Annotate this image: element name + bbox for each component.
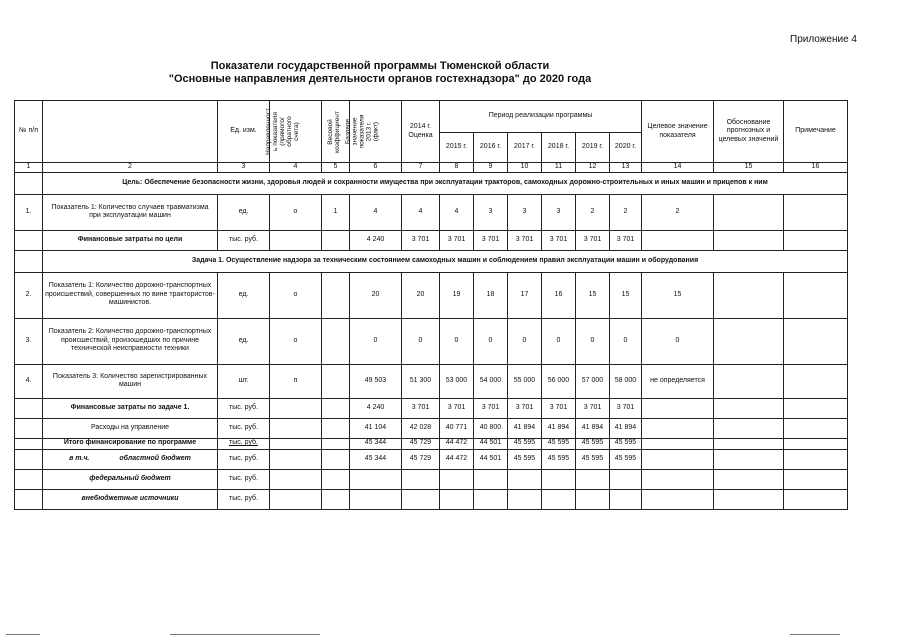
table-row-management (15, 418, 848, 438)
row-name: Расходы на управление (43, 418, 218, 438)
table-row-offbudget (15, 489, 848, 509)
row-name: внебюджетные источники (43, 489, 218, 509)
row-year: 41 894 (508, 418, 542, 438)
row-base: 4 240 (350, 230, 402, 250)
title-line-1: Показатели государственной программы Тюменской области (210, 60, 550, 72)
header-note: Примечание (784, 101, 848, 163)
scan-edge-mark (170, 634, 320, 635)
header-weight: Весовой коэффициент (322, 101, 350, 163)
row-unit: тыс. руб. (218, 438, 270, 449)
task-row (15, 250, 848, 272)
row-year: 0 (610, 318, 642, 364)
row-direction: о (270, 272, 322, 318)
row-year: 0 (474, 318, 508, 364)
col-number: 5 (322, 163, 350, 173)
row-base: 0 (350, 318, 402, 364)
table-row-indicator-3 (15, 318, 848, 364)
scan-edge-mark (6, 634, 40, 635)
row-year: 0 (440, 318, 474, 364)
table-row-total (15, 438, 848, 449)
row-name: в т.ч. областной бюджет (43, 449, 218, 469)
row-estimate: 42 028 (402, 418, 440, 438)
row-unit: тыс. руб. (218, 489, 270, 509)
column-numbers-row (15, 163, 848, 173)
table-row-fin-goal (15, 230, 848, 250)
row-num: 4. (15, 364, 43, 398)
row-year: 3 701 (508, 398, 542, 418)
document-title (0, 60, 760, 86)
row-year: 45 595 (576, 449, 610, 469)
row-unit: шт. (218, 364, 270, 398)
row-year: 45 595 (508, 438, 542, 449)
table-row-federal (15, 469, 848, 489)
row-year: 17 (508, 272, 542, 318)
row-direction: п (270, 364, 322, 398)
header-period: Период реализации программы (440, 101, 642, 133)
row-year: 3 701 (440, 398, 474, 418)
goal-row (15, 172, 848, 194)
row-name: Показатель 2: Количество дорожно-транспортных происшествий, произошедших по причине технической неисправности техники (43, 318, 218, 364)
header-justification: Обоснование прогнозных и целевых значений (714, 101, 784, 163)
row-unit: тыс. руб. (218, 449, 270, 469)
row-year: 3 (474, 194, 508, 230)
col-number: 14 (642, 163, 714, 173)
header-num: № п/п (15, 101, 43, 163)
row-year: 3 701 (576, 230, 610, 250)
row-year: 57 000 (576, 364, 610, 398)
row-estimate: 0 (402, 318, 440, 364)
row-year: 44 472 (440, 438, 474, 449)
header-year: 2015 г. (440, 133, 474, 163)
row-year: 3 701 (542, 398, 576, 418)
row-year: 54 000 (474, 364, 508, 398)
row-estimate: 20 (402, 272, 440, 318)
row-year: 55 000 (508, 364, 542, 398)
col-number: 16 (784, 163, 848, 173)
row-year: 45 595 (610, 449, 642, 469)
header-year: 2018 г. (542, 133, 576, 163)
header-target: Целевое значение показателя (642, 101, 714, 163)
col-number: 15 (714, 163, 784, 173)
col-number: 10 (508, 163, 542, 173)
table-row-indicator-2 (15, 272, 848, 318)
row-target: 2 (642, 194, 714, 230)
row-base: 4 (350, 194, 402, 230)
row-estimate: 3 701 (402, 398, 440, 418)
row-name: Показатель 1: Количество случаев травматизма при эксплуатации машин (43, 194, 218, 230)
row-year: 56 000 (542, 364, 576, 398)
row-unit: тыс. руб. (218, 398, 270, 418)
header-estimate-2014: 2014 г. Оценка (402, 101, 440, 163)
row-year: 45 595 (610, 438, 642, 449)
row-year: 4 (440, 194, 474, 230)
col-number: 11 (542, 163, 576, 173)
indicators-table (14, 100, 848, 510)
row-year: 45 595 (542, 449, 576, 469)
col-number: 4 (270, 163, 322, 173)
row-year: 0 (576, 318, 610, 364)
row-estimate: 4 (402, 194, 440, 230)
row-base: 41 104 (350, 418, 402, 438)
row-year: 41 894 (610, 418, 642, 438)
row-year: 15 (610, 272, 642, 318)
row-year: 3 701 (508, 230, 542, 250)
row-base: 4 240 (350, 398, 402, 418)
row-name: Итого финансирование по программе (43, 438, 218, 449)
row-name: Показатель 3: Количество зарегистрированных машин (43, 364, 218, 398)
col-number: 13 (610, 163, 642, 173)
header-base: Базовое значение показателя 2013 г. (факт) (350, 101, 402, 163)
scan-edge-mark (790, 634, 840, 635)
row-year: 18 (474, 272, 508, 318)
row-unit: тыс. руб. (218, 418, 270, 438)
row-year: 3 701 (474, 398, 508, 418)
col-number: 12 (576, 163, 610, 173)
row-year: 19 (440, 272, 474, 318)
task-text: Задача 1. Осуществление надзора за техническим состоянием самоходных машин и соблюдением правил эксплуатации машин и оборудования (43, 250, 848, 272)
row-unit: тыс. руб. (218, 230, 270, 250)
header-name (43, 101, 218, 163)
row-year: 44 501 (474, 438, 508, 449)
table-row-indicator-1 (15, 194, 848, 230)
row-unit: тыс. руб. (218, 469, 270, 489)
row-name: Финансовые затраты по цели (43, 230, 218, 250)
row-year: 15 (576, 272, 610, 318)
header-year: 2017 г. (508, 133, 542, 163)
row-year: 3 (508, 194, 542, 230)
row-year: 2 (576, 194, 610, 230)
row-target: 0 (642, 318, 714, 364)
col-number: 7 (402, 163, 440, 173)
col-number: 8 (440, 163, 474, 173)
row-estimate: 45 729 (402, 449, 440, 469)
row-base: 45 344 (350, 449, 402, 469)
row-year: 3 701 (440, 230, 474, 250)
row-year: 58 000 (610, 364, 642, 398)
row-base: 20 (350, 272, 402, 318)
row-year: 16 (542, 272, 576, 318)
header-year: 2019 г. (576, 133, 610, 163)
row-year: 41 894 (576, 418, 610, 438)
header-year: 2016 г. (474, 133, 508, 163)
row-direction: о (270, 318, 322, 364)
row-unit: ед. (218, 272, 270, 318)
row-year: 40 800 (474, 418, 508, 438)
row-num: 3. (15, 318, 43, 364)
row-year: 3 (542, 194, 576, 230)
row-weight: 1 (322, 194, 350, 230)
table-row-regional (15, 449, 848, 469)
row-year: 3 701 (542, 230, 576, 250)
row-base: 45 344 (350, 438, 402, 449)
col-number: 6 (350, 163, 402, 173)
col-number: 9 (474, 163, 508, 173)
row-num: 2. (15, 272, 43, 318)
col-number: 3 (218, 163, 270, 173)
header-direction: Направленност ь показателя (прямого/ обратного счета) (270, 101, 322, 163)
row-year: 45 595 (542, 438, 576, 449)
col-number: 2 (43, 163, 218, 173)
appendix-label: Приложение 4 (790, 34, 857, 45)
header-year: 2020 г. (610, 133, 642, 163)
row-name: федеральный бюджет (43, 469, 218, 489)
row-year: 3 701 (610, 398, 642, 418)
row-target: не определяется (642, 364, 714, 398)
row-year: 0 (542, 318, 576, 364)
row-year: 44 472 (440, 449, 474, 469)
row-num: 1. (15, 194, 43, 230)
row-name: Финансовые затраты по задаче 1. (43, 398, 218, 418)
row-estimate: 51 300 (402, 364, 440, 398)
row-year: 45 595 (576, 438, 610, 449)
goal-text: Цель: Обеспечение безопасности жизни, здоровья людей и сохранности имущества при эксплуатации тракторов, самоходных дорожно-строительных и иных машин и прицепов к ним (43, 172, 848, 194)
row-prefix: в т.ч. (69, 454, 90, 462)
row-estimate: 3 701 (402, 230, 440, 250)
header-unit: Ед. изм. (218, 101, 270, 163)
row-estimate: 45 729 (402, 438, 440, 449)
row-year: 0 (508, 318, 542, 364)
col-number: 1 (15, 163, 43, 173)
table-row-indicator-4 (15, 364, 848, 398)
row-unit: ед. (218, 194, 270, 230)
header-row (15, 101, 848, 133)
row-direction: о (270, 194, 322, 230)
row-year: 40 771 (440, 418, 474, 438)
row-year: 45 595 (508, 449, 542, 469)
row-year: 3 701 (610, 230, 642, 250)
row-target: 15 (642, 272, 714, 318)
row-year: 53 000 (440, 364, 474, 398)
row-unit: ед. (218, 318, 270, 364)
row-year: 3 701 (576, 398, 610, 418)
title-line-2: "Основные направления деятельности органов гостехнадзора" до 2020 года (168, 73, 592, 85)
row-name: Показатель 1: Количество дорожно-транспортных происшествий, совершенных по вине трактористов- машинистов. (43, 272, 218, 318)
row-base: 49 503 (350, 364, 402, 398)
row-year: 41 894 (542, 418, 576, 438)
row-year: 44 501 (474, 449, 508, 469)
table-row-fin-task (15, 398, 848, 418)
row-year: 2 (610, 194, 642, 230)
row-year: 3 701 (474, 230, 508, 250)
